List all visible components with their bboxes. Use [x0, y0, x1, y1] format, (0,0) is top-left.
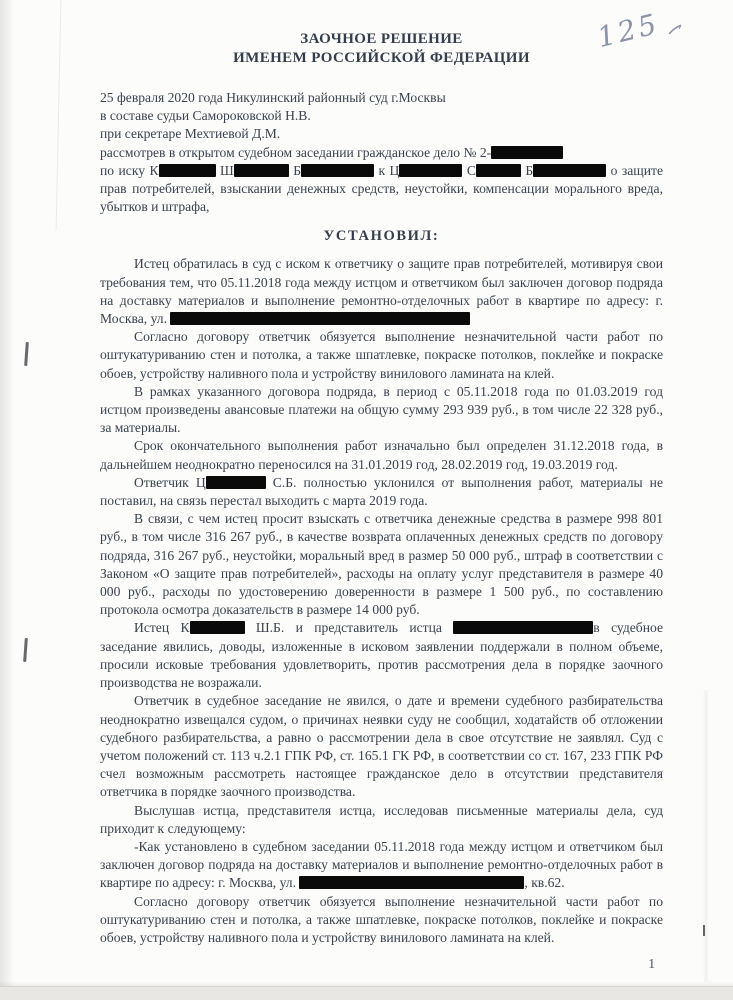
- handwritten-tick-icon: [667, 21, 685, 39]
- redaction-bar: [170, 312, 470, 325]
- staple-mark: [24, 342, 29, 366]
- paragraph-established-contract: -Как установлено в судебном заседании 05.11.2018 года между истцом и ответчиком был заключен договор подряда на доставку материалов и выполнение ремонтно-отделочных работ в квартире по адресу: г. Москва, ул. , кв.62.: [100, 838, 663, 891]
- paragraph-defendant-evasion: Ответчик Ц С.Б. полностью уклонился от выполнения работ, материалы не поставил, на связь перестал выходить с марта 2019 года.: [100, 474, 663, 509]
- right-edge-tick-mark: [703, 925, 705, 936]
- judge-line: в составе судьи Самороковской Н.В.: [100, 108, 311, 124]
- redaction-bar: [190, 621, 245, 634]
- claim-parties-line: по иску К Ш Б к Ц С Б о защите прав потребителей, взыскании денежных средств, неустойки, компенсации морального вреда, убытков и штрафа,: [100, 162, 663, 215]
- paragraph-claim-basis: Истец обратилась в суд с иском к ответчику о защите прав потребителей, мотивируя свои требования тем, что 05.11.2018 года между истцом и ответчиком был заключен договор подряда на доставку материалов и выполнение ремонтно-отделочных работ в квартире по адресу: г. Москва, ул.: [100, 256, 663, 327]
- redaction-bar: [453, 621, 593, 634]
- paragraph-plaintiff-appearance: Истец К Ш.Б. и представитель истца в судебное заседание явились, доводы, изложенные в исковом заявлении поддержали в полном объеме, просили исковые требования удовлетворить, против рассмотрения дела в порядке заочного производства не возражали.: [100, 620, 663, 691]
- redaction-bar: [533, 164, 606, 177]
- document-title-line1: ЗАОЧНОЕ РЕШЕНИЕ: [300, 31, 463, 47]
- staple-mark: [23, 638, 28, 662]
- paragraph-contract-scope-repeat: Согласно договору ответчик обязуется выполнение незначительной части работ по оштукатуриванию стен и потолка, а также шпатлевке, покраске потолков, поклейке и покраске обоев, устройству наливного пола и устройству винилового ламината на клей.: [100, 893, 663, 945]
- paper-edge-line: [56, 0, 62, 230]
- paragraph-contract-scope: Согласно договору ответчик обязуется выполнение незначительной части работ по оштукатуриванию стен и потолка, а также шпатлевке, покраске потолков, поклейке и покраске обоев, устройству наливного пола и устройству винилового ламината на клей.: [100, 329, 663, 381]
- redaction-bar: [301, 164, 374, 177]
- court-and-date-line: 25 февраля 2020 года Никулинский районный суд г.Москвы: [100, 90, 446, 105]
- redaction-bar: [399, 164, 462, 177]
- case-number-line: рассмотрев в открытом судебном заседании гражданское дело № 2-: [100, 144, 663, 162]
- paragraph-defendant-absence: Ответчик в судебное заседание не явился, о дате и времени судебного разбирательства неоднократно извещался судом, о причинах неявки суду не сообщил, ходатайств об отложении судебного разбирательства, а равно о рассмотрении дела в свое отсутствие не заявлял. Суд с учетом положений ст. 113 ч.2.1 ГПК РФ, ст. 165.1 ГК РФ, в соответствии со ст. 167, 233 ГПК РФ счел возможным рассмотреть настоящее гражданское дело в отсутствии представителя ответчика в порядке заочного производства.: [100, 693, 663, 800]
- paragraph-claim-amounts: В связи, с чем истец просит взыскать с ответчика денежные средства в размере 998 801 руб., в том числе 316 267 руб., в качестве возврата оплаченных денежных средств по договору подряда, 316 267 руб., неустойки, моральный вред в размер 50 000 руб., штраф в соответствии с Законом «О защите прав потребителей», расходы на оплату услуг представителя в размере 40 000 руб., расходы по удостоверению доверенности в размере 1 500 руб., по составлению протокола осмотра доказательств в размере 14 000 руб.: [100, 511, 663, 618]
- redaction-bar: [299, 876, 524, 889]
- redaction-bar: [206, 476, 266, 489]
- handwritten-sheet-number: 125: [593, 6, 663, 55]
- redaction-bar: [476, 164, 521, 177]
- redaction-bar: [234, 164, 289, 177]
- document-title-line2: ИМЕНЕМ РОССИЙСКОЙ ФЕДЕРАЦИИ: [233, 50, 530, 66]
- paragraph-court-conclusion-intro: Выслушав истца, представителя истца, исследовав письменные материалы дела, суд приходит к следующему:: [100, 802, 663, 836]
- left-edge-scan-shadow: [0, 0, 14, 1000]
- redaction-bar: [159, 164, 216, 177]
- paragraph-deadlines: Срок окончательного выполнения работ изначально был определен 31.12.2018 года, в дальнейшем неоднократно переносился на 31.01.2019 год, 28.02.2019 год, 19.03.2019 год.: [100, 438, 663, 472]
- paragraph-advance-payments: В рамках указанного договора подряда, в период с 05.11.2018 года по 01.03.2019 год истцом произведены авансовые платежи на общую сумму 293 939 руб., в том числе 22 328 руб., за материалы.: [100, 383, 663, 436]
- secretary-line: при секретаре Мехтиевой Д.М.: [100, 126, 281, 142]
- section-heading-ustanovil: УСТАНОВИЛ:: [323, 228, 440, 245]
- case-intro-block: [100, 89, 663, 216]
- redaction-bar: [491, 146, 563, 159]
- page-number: 1: [648, 956, 655, 972]
- document-body: [100, 30, 663, 972]
- scanner-background-band: [0, 986, 733, 1000]
- right-edge-scan-streak: [703, 690, 709, 982]
